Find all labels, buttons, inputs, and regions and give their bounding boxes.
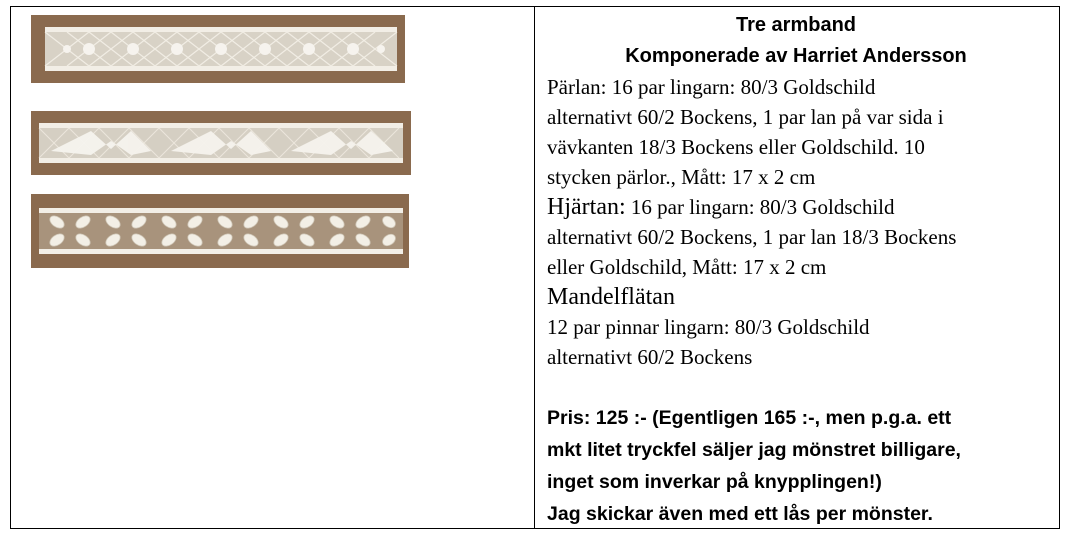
pattern-parlan: [547, 72, 1057, 192]
pattern-name-mandelflatan: Mandelflätan: [547, 284, 675, 310]
column-divider: [534, 6, 535, 529]
pattern-mandelflatan: [547, 282, 1057, 372]
lock-note: Jag skickar även med ett lås per mönster.: [547, 503, 933, 525]
pattern-hjartan: [547, 192, 1057, 282]
pattern-line: stycken pärlor., Mått: 17 x 2 cm: [547, 165, 816, 189]
pattern-line: 12 par pinnar lingarn: 80/3 Goldschild: [547, 315, 870, 339]
price-line: Pris: 125 :- (Egentligen 165 :-, men p.g.a. ett: [547, 407, 952, 429]
pattern-line: eller Goldschild, Mått: 17 x 2 cm: [547, 255, 827, 279]
pattern-line: alternativt 60/2 Bockens, 1 par lan på var sida i: [547, 105, 944, 129]
pattern-line: vävkanten 18/3 Bockens eller Goldschild. 10: [547, 135, 925, 159]
pattern-line: alternativt 60/2 Bockens, 1 par lan 18/3 Bockens: [547, 225, 957, 249]
document-subtitle: Komponerade av Harriet Andersson: [625, 45, 967, 67]
lace-photo-hjartan: [31, 111, 411, 175]
price-line: inget som inverkar på knypplingen!): [547, 471, 882, 493]
pattern-line: alternativt 60/2 Bockens: [547, 345, 753, 369]
pattern-line: 16 par lingarn: 80/3 Goldschild: [611, 75, 876, 99]
pattern-name-hjartan: Hjärtan:: [547, 194, 626, 220]
pattern-line: 16 par lingarn: 80/3 Goldschild: [630, 195, 895, 219]
document-title: Tre armband: [735, 14, 857, 36]
price-line: mkt litet tryckfel säljer jag mönstret billigare,: [547, 439, 961, 461]
lace-photo-mandelflatan: [31, 194, 409, 268]
price-info: [547, 402, 1057, 530]
pattern-description: [547, 10, 1057, 530]
lace-photo-parlan: [31, 15, 405, 83]
pattern-name-parlan: Pärlan:: [547, 75, 607, 99]
